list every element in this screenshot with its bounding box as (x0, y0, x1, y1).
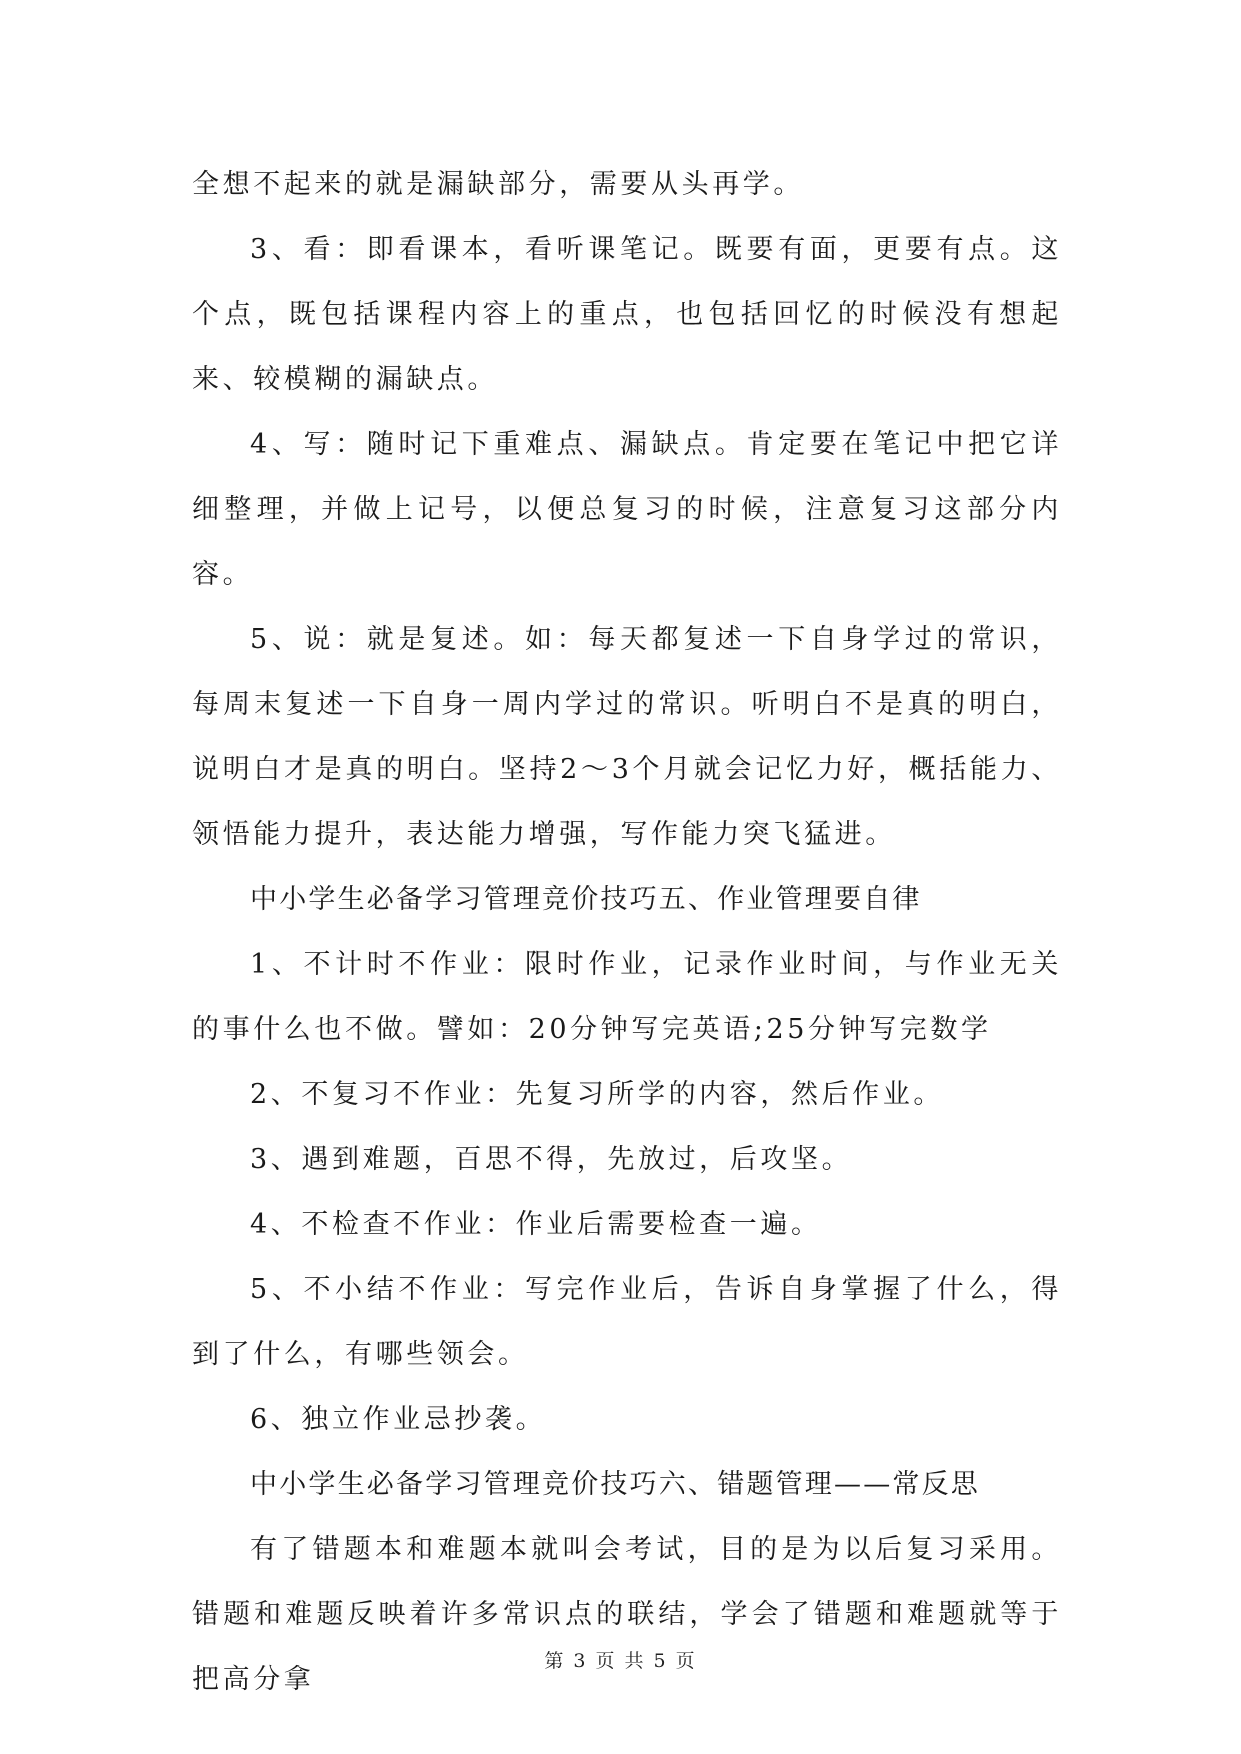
paragraph-homework-3: 3、遇到难题，百思不得，先放过，后攻坚。 (250, 1144, 853, 1175)
paragraph-homework-2: 2、不复习不作业：先复习所学的内容，然后作业。 (250, 1079, 944, 1110)
paragraph-homework-1: 1、不计时不作业：限时作业，记录作业时间，与作业无关的事什么也不做。譬如：20分钟写完英语;25分钟写完数学 (192, 949, 1062, 1045)
paragraph-homework-6: 6、独立作业忌抄袭。 (250, 1404, 547, 1435)
paragraph-item-xie: 4、写：随时记下重难点、漏缺点。肯定要在笔记中把它详细整理，并做上记号，以便总复习的时候，注意复习这部分内容。 (192, 429, 1062, 590)
paragraph-homework-5: 5、不小结不作业：写完作业后，告诉自身掌握了什么，得到了什么，有哪些领会。 (192, 1274, 1062, 1370)
paragraph-item-kan: 3、看：即看课本，看听课笔记。既要有面，更要有点。这个点，既包括课程内容上的重点，也包括回忆的时候没有想起来、较模糊的漏缺点。 (192, 234, 1062, 395)
body-text (192, 152, 1062, 1712)
section-heading-6: 中小学生必备学习管理竞价技巧六、错题管理——常反思 (250, 1469, 980, 1500)
page-footer: 第 3 页 共 5 页 (544, 1650, 697, 1672)
paragraph-mistakes: 有了错题本和难题本就叫会考试，目的是为以后复习采用。错题和难题反映着许多常识点的联结，学会了错题和难题就等于把高分拿 (192, 1534, 1062, 1695)
paragraph-homework-4: 4、不检查不作业：作业后需要检查一遍。 (250, 1209, 822, 1240)
section-heading-5: 中小学生必备学习管理竞价技巧五、作业管理要自律 (250, 884, 922, 915)
paragraph-item-shuo: 5、说：就是复述。如：每天都复述一下自身学过的常识，每周末复述一下自身一周内学过的常识。听明白不是真的明白，说明白才是真的明白。坚持2～3个月就会记忆力好，概括能力、领悟能力提升，表达能力增强，写作能力突飞猛进。 (192, 624, 1062, 850)
paragraph-continuation: 全想不起来的就是漏缺部分，需要从头再学。 (192, 169, 804, 200)
